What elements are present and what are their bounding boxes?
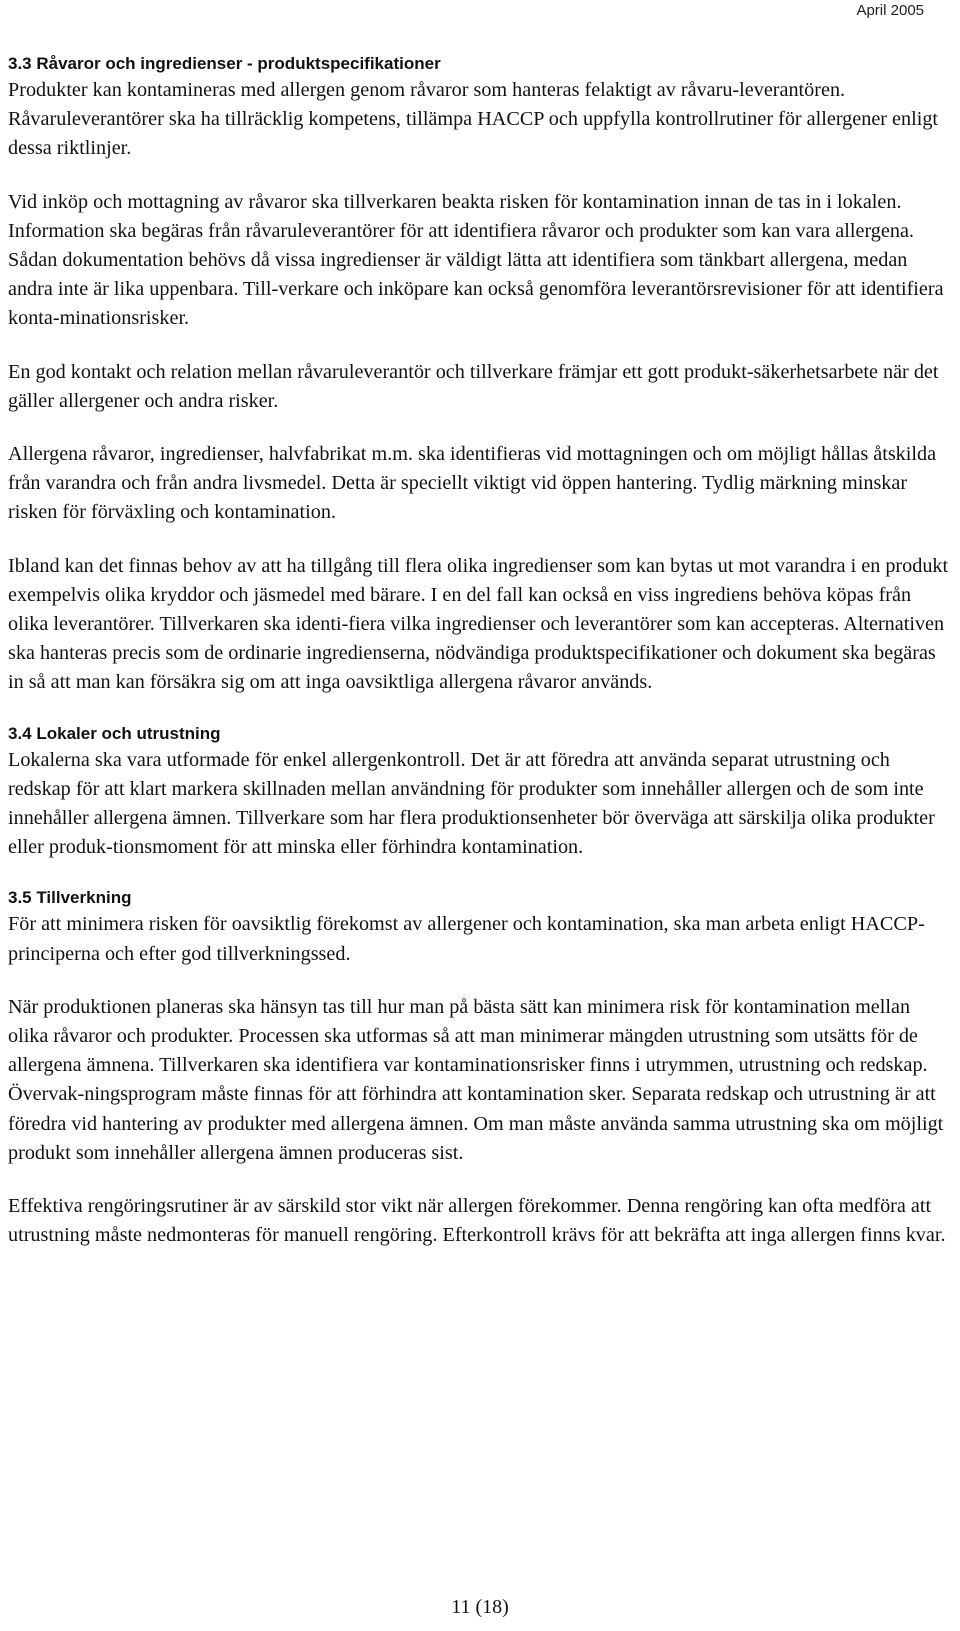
header-date: April 2005 — [856, 2, 924, 19]
document-body — [8, 52, 953, 1275]
paragraph: Allergena råvaror, ingredienser, halvfabrikat m.m. ska identifieras vid mottagningen och om möjligt hållas åtskilda från varandra och från andra livsmedel. Detta är speciellt viktigt vid öppen hantering. Tydlig märkning minskar risken för förväxling och kontamination. — [8, 443, 937, 524]
section-3-3 — [8, 52, 953, 698]
section-heading: 3.5 Tillverkning — [8, 888, 132, 908]
paragraph: Lokalerna ska vara utformade för enkel allergenkontroll. Det är att föredra att använda separat utrustning och redskap för att klart markera skillnaden mellan användning för produkter som innehåller allergen och de som inte innehåller allergena ämnen. Tillverkare som har flera produktionsenheter bör överväga att särskilja olika produkter eller produk-tionsmoment för att minska eller förhindra kontamination. — [8, 748, 935, 859]
section-3-4 — [8, 722, 953, 863]
paragraph: Ibland kan det finnas behov av att ha tillgång till flera olika ingredienser som kan bytas ut mot varandra i en produkt exempelvis olika kryddor och jäsmedel med bärare. I en del fall kan också en viss ingrediens behöva köpas från olika leverantörer. Tillverkaren ska identi-fiera vilka ingredienser och leverantörer som kan accepteras. Alternativen ska hanteras precis som de ordinarie ingredienserna, nödvändiga produktspecifikationer och dokument ska begäras in så att man kan försäkra sig om att inga oavsiktliga allergena råvaror används. — [8, 554, 949, 694]
paragraph: Vid inköp och mottagning av råvaror ska tillverkaren beakta risken för kontamination innan de tas in i lokalen. Information ska begäras från råvaruleverantörer för att identifiera råvaror och produkter som kan vara allergena. Sådan dokumentation behövs då vissa ingredienser är väldigt lätta att identifiera som tänkbart allergena, medan andra inte är lika uppenbara. Till-verkare och inköpare kan också genomföra leverantörsrevisioner för att identifiera konta-minationsrisker. — [8, 190, 944, 330]
paragraph: En god kontakt och relation mellan råvaruleverantör och tillverkare främjar ett gott produkt-säkerhetsarbete när det gäller allergener och andra risker. — [8, 360, 939, 412]
section-heading: 3.3 Råvaror och ingredienser - produktspecifikationer — [8, 54, 441, 73]
paragraph: När produktionen planeras ska hänsyn tas till hur man på bästa sätt kan minimera risk för kontamination mellan olika råvaror och produkter. Processen ska utformas så att man minimerar mängden utrustning som utsätts för de allergena ämnena. Tillverkaren ska identifiera var kontaminationsrisker finns i utrymmen, utrustning och redskap. Övervak-ningsprogram måste finnas för att förhindra att kontamination sker. Separata redskap och utrustning är att föredra vid hantering av produkter med allergena ämnen. Om man måste använda samma utrustning ska om möjligt produkt som innehåller allergena ämnen produceras sist. — [8, 995, 944, 1164]
paragraph: Produkter kan kontamineras med allergen genom råvaror som hanteras felaktigt av råvaru-leverantören. Råvaruleverantörer ska ha tillräcklig kompetens, tillämpa HACCP och uppfylla kontrollrutiner för allergener enligt dessa riktlinjer. — [8, 79, 939, 160]
section-heading: 3.4 Lokaler och utrustning — [8, 723, 221, 743]
section-3-5 — [8, 886, 953, 1250]
paragraph: Effektiva rengöringsrutiner är av särskild stor vikt när allergen förekommer. Denna rengöring kan ofta medföra att utrustning måste nedmonteras för manuell rengöring. Efterkontroll krävs för att bekräfta att inga allergen finns kvar. — [8, 1195, 946, 1247]
paragraph: För att minimera risken för oavsiktlig förekomst av allergener och kontamination, ska man arbeta enligt HACCP- principerna och efter god tillverkningssed. — [8, 913, 925, 965]
page-number: 11 (18) — [451, 1596, 509, 1618]
